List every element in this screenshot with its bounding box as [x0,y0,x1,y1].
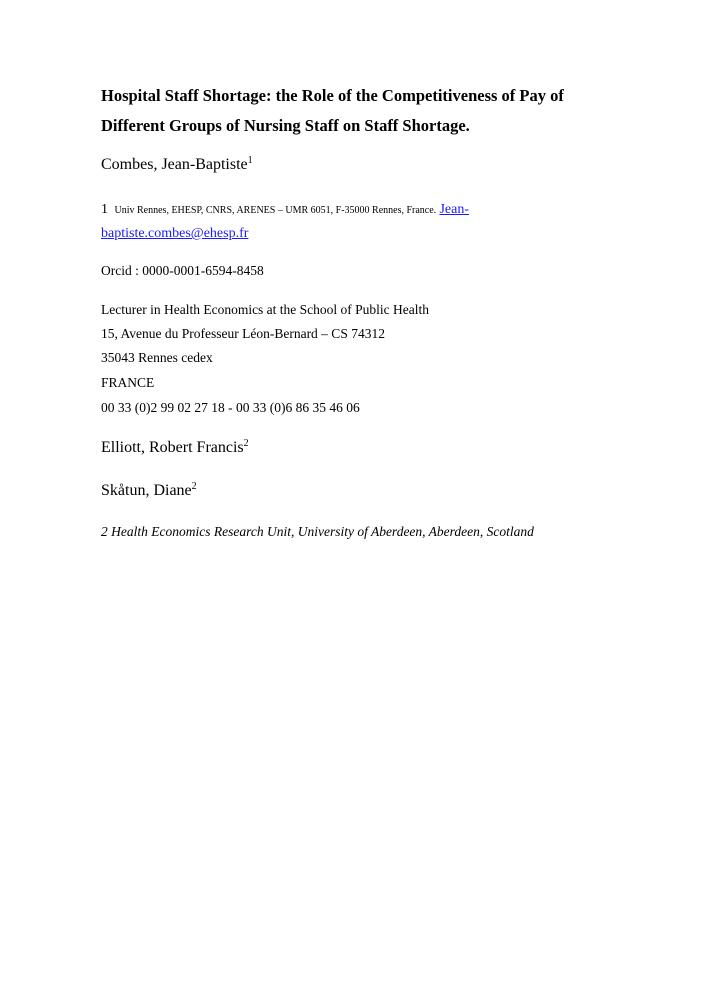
affiliation-2: 2 Health Economics Research Unit, University of Aberdeen, Aberdeen, Scotland [101,524,534,539]
affiliation-1-line-1 [101,199,469,220]
author-3-name: Skåtun, Diane [101,482,192,499]
author-1 [101,155,253,174]
paper-title-line-1: Hospital Staff Shortage: the Role of the Competitiveness of Pay of [101,86,564,105]
author-2-name: Elliott, Robert Francis [101,439,244,456]
address-line-4: FRANCE [101,375,155,390]
author-3-superscript: 2 [191,481,197,492]
paper-title-line-2: Different Groups of Nursing Staff on Staff Shortage. [101,116,470,135]
address-line-5: 00 33 (0)2 99 02 27 18 - 00 33 (0)6 86 35 46 06 [101,400,360,415]
address-line-1: Lecturer in Health Economics at the School of Public Health [101,302,430,317]
affiliation-1-line-2 [101,223,248,243]
address-line-3: 35043 Rennes cedex [101,350,213,365]
affiliation-1-number: 1 [101,202,108,217]
email-link-part-2[interactable]: baptiste.combes@ehesp.fr [101,226,249,241]
author-3 [101,481,197,500]
author-1-name: Combes, Jean-Baptiste [101,156,248,173]
author-1-superscript: 1 [247,155,253,166]
address-line-2: 15, Avenue du Professeur Léon-Bernard – CS 74312 [101,326,385,341]
author-2-superscript: 2 [243,438,249,449]
email-link-part-1[interactable]: Jean- [439,202,469,217]
affiliation-1-text: Univ Rennes, EHESP, CNRS, ARENES – UMR 6051, F-35000 Rennes, France. [114,205,437,216]
author-2 [101,438,249,457]
orcid: Orcid : 0000-0001-6594-8458 [101,263,264,278]
